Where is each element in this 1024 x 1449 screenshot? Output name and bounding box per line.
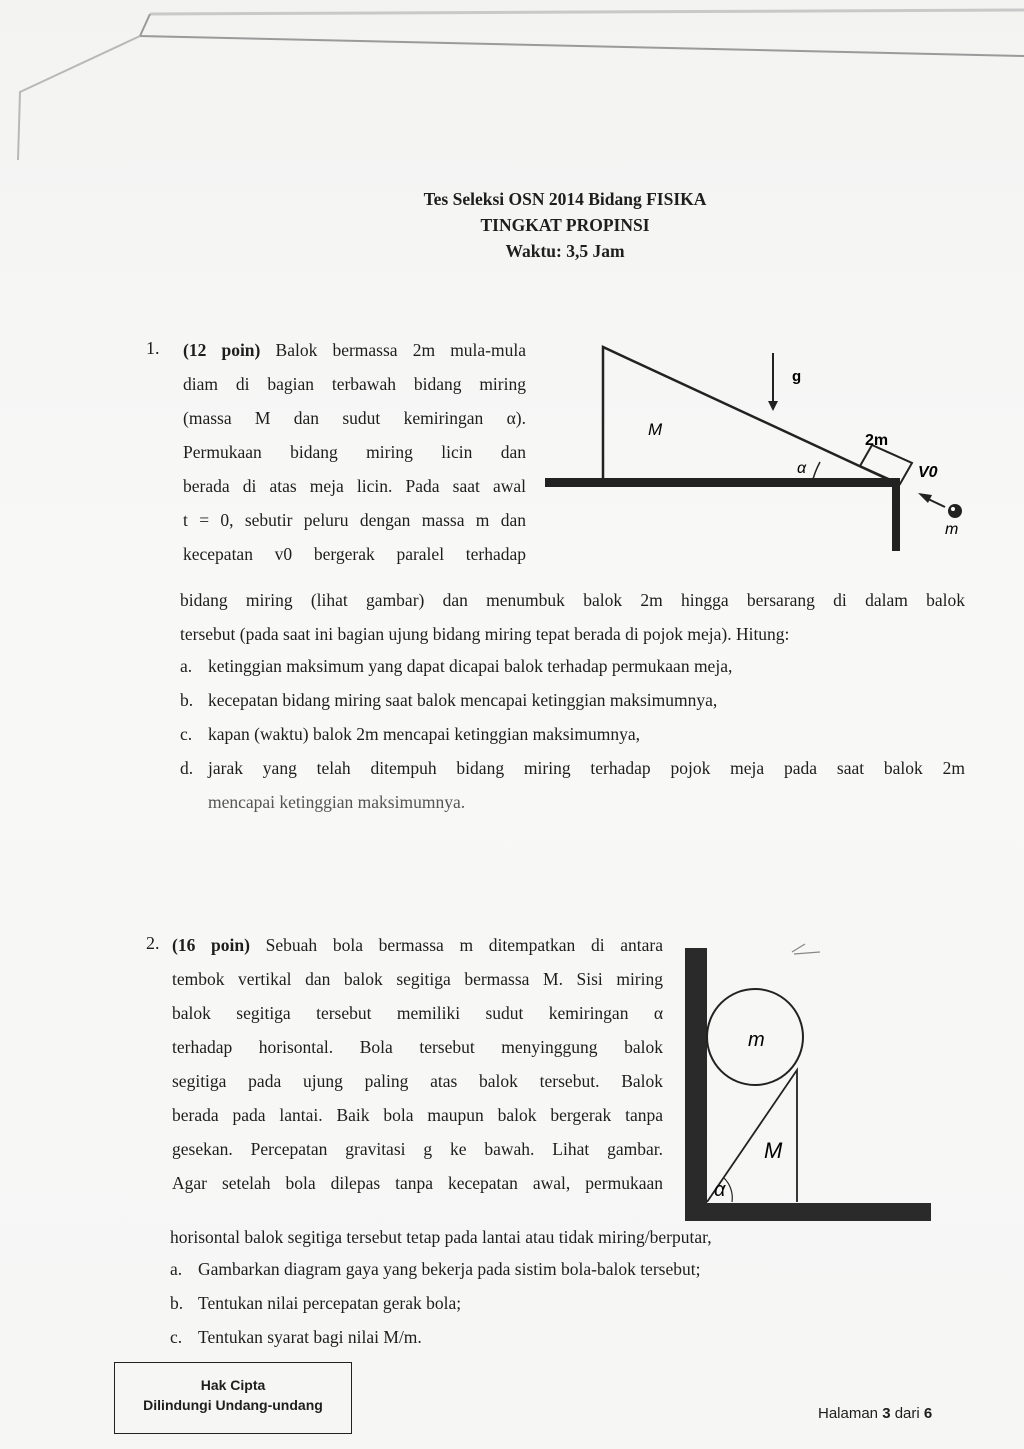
q2-points: (16 poin): [172, 935, 250, 955]
label-2m: 2m: [865, 432, 889, 449]
q1-number: 1.: [146, 338, 160, 358]
q1-subitems: [180, 649, 965, 819]
q1-line-7: kecepatan v0 bergerak paralel terhadap: [183, 544, 526, 564]
q1-line-1-text: Balok bermassa 2m mula-mula: [275, 340, 527, 360]
q1-line-4: Permukaan bidang miring licin dan: [183, 442, 526, 462]
exam-title: Tes Seleksi OSN 2014 Bidang FISIKA: [423, 189, 707, 209]
label-block-M: M: [764, 1138, 783, 1163]
q2-line-8: Agar setelah bola dilepas tanpa kecepatan awal, permukaan: [172, 1173, 663, 1193]
q1-text-narrow: [183, 333, 526, 571]
table-surface: [545, 478, 900, 487]
q2-item-c: c. Tentukan syarat bagi nilai M/m.: [170, 1327, 422, 1347]
q2-line-7: gesekan. Percepatan gravitasi g ke bawah. Lihat gambar.: [172, 1139, 663, 1159]
q2-text-narrow: [172, 928, 663, 1200]
exam-header: [330, 186, 800, 264]
q1-line-5: berada di atas meja licin. Pada saat awal: [183, 476, 526, 496]
q1-figure: [540, 335, 980, 565]
velocity-arrowhead: [918, 493, 932, 503]
scan-edge-decoration: [0, 0, 1024, 160]
vertical-wall: [685, 948, 707, 1220]
label-M: M: [648, 420, 663, 439]
q2-item-b: b. Tentukan nilai percepatan gerak bola;: [170, 1293, 462, 1313]
page-current: 3: [882, 1405, 891, 1422]
q1-line-9: tersebut (pada saat ini bagian ujung bidang miring tepat berada di pojok meja). Hitung:: [180, 624, 790, 644]
copyright-box: [114, 1362, 352, 1434]
q2-line-9: horisontal balok segitiga tersebut tetap pada lantai atau tidak miring/berputar,: [170, 1227, 712, 1247]
exam-time: Waktu: 3,5 Jam: [505, 241, 625, 261]
incline-triangle: [603, 347, 896, 483]
q1-line-2: diam di bagian terbawah bidang miring: [183, 374, 526, 394]
q1-text-wide: [180, 583, 965, 651]
q2-line-1-text: Sebuah bola bermassa m ditempatkan di antara: [265, 935, 664, 955]
q1-line-8: bidang miring (lihat gambar) dan menumbuk balok 2m hingga bersarang di dalam balok: [180, 590, 965, 610]
copyright-line-1: Hak Cipta: [200, 1377, 266, 1393]
floor: [685, 1203, 931, 1221]
label-ball-m: m: [748, 1029, 765, 1051]
q1-line-6: t = 0, sebutir peluru dengan massa m dan: [183, 510, 526, 530]
table-leg: [892, 483, 900, 551]
q2-item-a: a. Gambarkan diagram gaya yang bekerja pada sistim bola-balok tersebut;: [170, 1259, 701, 1279]
q2-line-1: [172, 928, 663, 962]
q1-item-b: b. kecepatan bidang miring saat balok mencapai ketinggian maksimumnya,: [180, 690, 718, 710]
page-total: 6: [923, 1405, 933, 1422]
copyright-line-2: Dilindungi Undang-undang: [143, 1397, 323, 1413]
q2-figure: [680, 940, 940, 1230]
gravity-arrowhead: [768, 401, 778, 411]
q2-line-2: tembok vertikal dan balok segitiga bermassa M. Sisi miring: [172, 969, 663, 989]
bullet: [948, 504, 962, 518]
q1-item-a: a. ketinggian maksimum yang dapat dicapai balok terhadap permukaan meja,: [180, 656, 733, 676]
label-v0: V0: [918, 464, 938, 481]
page-number: Halaman 3 dari 6: [818, 1405, 933, 1422]
q2-number: 2.: [146, 933, 160, 953]
q1-line-1: [183, 333, 526, 367]
q1-points: (12 poin): [183, 340, 261, 360]
label-m: m: [945, 521, 959, 538]
q2-line-4: terhadap horisontal. Bola tersebut menyinggung balok: [172, 1037, 663, 1057]
q2-line-6: berada pada lantai. Baik bola maupun balok bergerak tanpa: [172, 1105, 663, 1125]
label-alpha: α: [797, 460, 807, 477]
q2-subitems: [170, 1252, 820, 1354]
q1-line-3: (massa M dan sudut kemiringan α).: [183, 408, 526, 428]
label-alpha-2: α: [714, 1179, 726, 1201]
label-g: g: [792, 368, 802, 385]
q1-item-d: d. jarak yang telah ditempuh bidang miring terhadap pojok meja pada saat balok 2m mencapai ketinggian maksimumnya.: [180, 758, 965, 812]
exam-level: TINGKAT PROPINSI: [480, 215, 650, 235]
q2-line-3: balok segitiga tersebut memiliki sudut kemiringan α: [172, 1003, 663, 1023]
pencil-mark: [792, 944, 820, 954]
q2-line-5: segitiga pada ujung paling atas balok tersebut. Balok: [172, 1071, 663, 1091]
q1-item-c: c. kapan (waktu) balok 2m mencapai ketinggian maksimumnya,: [180, 724, 641, 744]
